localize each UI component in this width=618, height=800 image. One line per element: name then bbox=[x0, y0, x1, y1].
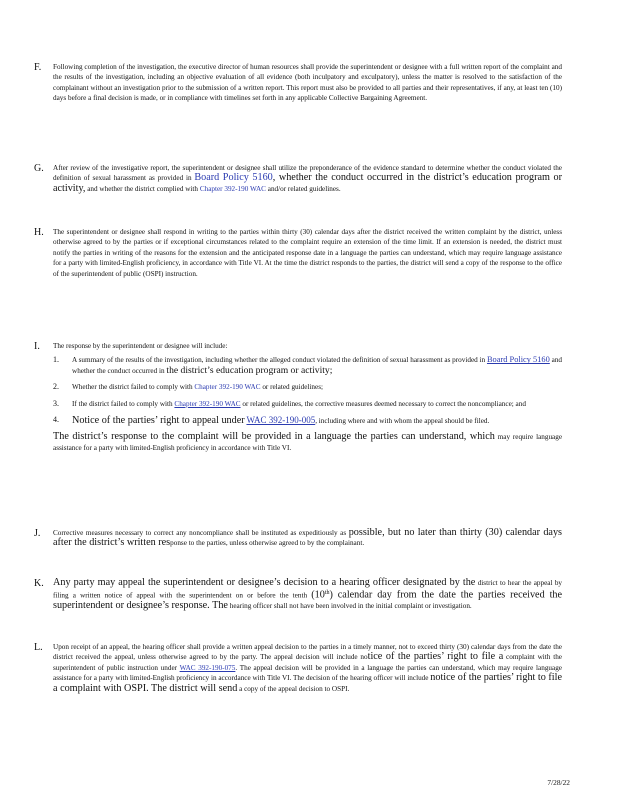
response-items-list bbox=[53, 355, 562, 426]
section-i bbox=[34, 341, 562, 453]
wac-392-190-005-link[interactable]: WAC 392-190-005 bbox=[246, 415, 316, 426]
section-k-text: Any party may appeal the superintendent or designee’s decision to a hearing officer designated by the district to hear the appeal by filing a written notice of appeal with the superintendent on or before the tenth (10th) calendar day from the date the parties received the superintendent or designee’s response. The hearing officer shall not have been involved in the initial complaint or investigation. bbox=[53, 577, 563, 612]
section-i-intro: The response by the superintendent or designee will include: bbox=[53, 342, 228, 350]
section-h-text: The superintendent or designee shall respond in writing to the parties within thirty (30) calendar days after the district received the written complaint by the district, unless otherwise agreed to by the parties or if exceptional circumstances related to the complaint require an extension of the time limit. If an extension is needed, the district must notify the parties in writing of the reasons for the extension and the anticipated response date in a language the parties can understand, which may require language assistance for a party with limited-English proficiency, in accordance with Title VI. At the time the district responds to the parties, the district will send a copy of the response to the office of the superintendent of public (OSPI) instruction. bbox=[53, 228, 562, 278]
page-date: 7/28/22 bbox=[547, 778, 570, 787]
wac-392-190-075-link[interactable]: WAC 392-190-075 bbox=[179, 663, 236, 672]
list-item: 4. Notice of the parties’ right to appeal under WAC 392-190-005, including where and with whom the appeal should be filed. bbox=[53, 415, 490, 427]
chapter-392-190-wac-link[interactable]: Chapter 392-190 WAC bbox=[199, 184, 266, 193]
section-letter: K. bbox=[34, 578, 44, 589]
section-letter: H. bbox=[34, 227, 44, 238]
section-f-text: Following completion of the investigation, the executive director of human resources shall provide the superintendent or designee with a full written report of the complaint and the results of the investigation, including an objective evaluation of all evidence (both inculpatory and exculpatory), unless the matter is resolved to the satisfaction of the complainant without an investigation prior to the submission of a written report. This report must also be provided to all parties and their representatives, if any, at least ten (10) days before a final decision is made, or in compliance with timelines set forth in any applicable Collective Bargaining Agreement. bbox=[53, 63, 562, 103]
section-j-text: Corrective measures necessary to correct any noncompliance shall be instituted as expeditiously as possible, but no later than thirty (30) calendar days after the district’s written response to the parties, unless otherwise agreed to by the complainant. bbox=[53, 527, 563, 549]
section-h bbox=[34, 227, 562, 279]
section-l bbox=[34, 642, 562, 694]
section-g bbox=[34, 163, 562, 194]
chapter-392-190-wac-link[interactable]: Chapter 392-190 WAC bbox=[174, 399, 241, 408]
section-letter: L. bbox=[34, 642, 43, 653]
list-item: 3. If the district failed to comply with Chapter 392-190 WAC or related guidelines, the corrective measures deemed necessary to correct the noncompliance; and bbox=[53, 398, 526, 408]
section-j bbox=[34, 528, 562, 549]
section-l-text: Upon receipt of an appeal, the hearing officer shall provide a written appeal decision to the parties in a timely manner, not to exceed thirty (30) calendar days from the date the district received the appeal, unless otherwise agreed to by the party. The appeal decision will include notice of the parties’ right to file a complaint with the superintendent of public instruction under WAC 392-190-075. The appeal decision will be provided in a language the parties can understand, which may require language assistance for a party with limited-English proficiency in accordance with Title VI. The decision of the hearing officer will include notice of the parties’ right to file a complaint with OSPI. The district will send a copy of the appeal decision to OSPI. bbox=[53, 643, 562, 694]
section-letter: I. bbox=[34, 341, 40, 352]
section-letter: G. bbox=[34, 163, 44, 174]
section-g-text: After review of the investigative report, the superintendent or designee shall utilize the preponderance of the evidence standard to determine whether the conduct violated the definition of sexual harassment as provided in Board Policy 5160, whether the conduct occurred in the district’s education program or activity, and whether the district complied with Chapter 392-190 WAC and/or related guidelines. bbox=[53, 164, 562, 194]
board-policy-5160-link[interactable]: Board Policy 5160 bbox=[486, 355, 550, 365]
chapter-392-190-wac-link[interactable]: Chapter 392-190 WAC bbox=[194, 383, 261, 392]
board-policy-5160-link[interactable]: Board Policy 5160 bbox=[194, 172, 273, 184]
section-k bbox=[34, 578, 562, 612]
list-item: 1. A summary of the results of the investigation, including whether the alleged conduct violated the definition of sexual harassment as provided in Board Policy 5160 and whether the conduct occurred in the district’s education program or activity; bbox=[53, 355, 563, 376]
section-f bbox=[34, 62, 562, 104]
section-letter: J. bbox=[34, 528, 41, 539]
list-item: 2. Whether the district failed to comply with Chapter 392-190 WAC or related guidelines; bbox=[53, 382, 323, 392]
section-i-language-note: The district’s response to the complaint will be provided in a language the parties can understand, which may require language assistance for a party with limited-English proficiency in accordance with Title VI. bbox=[53, 431, 563, 452]
section-letter: F. bbox=[34, 62, 42, 73]
